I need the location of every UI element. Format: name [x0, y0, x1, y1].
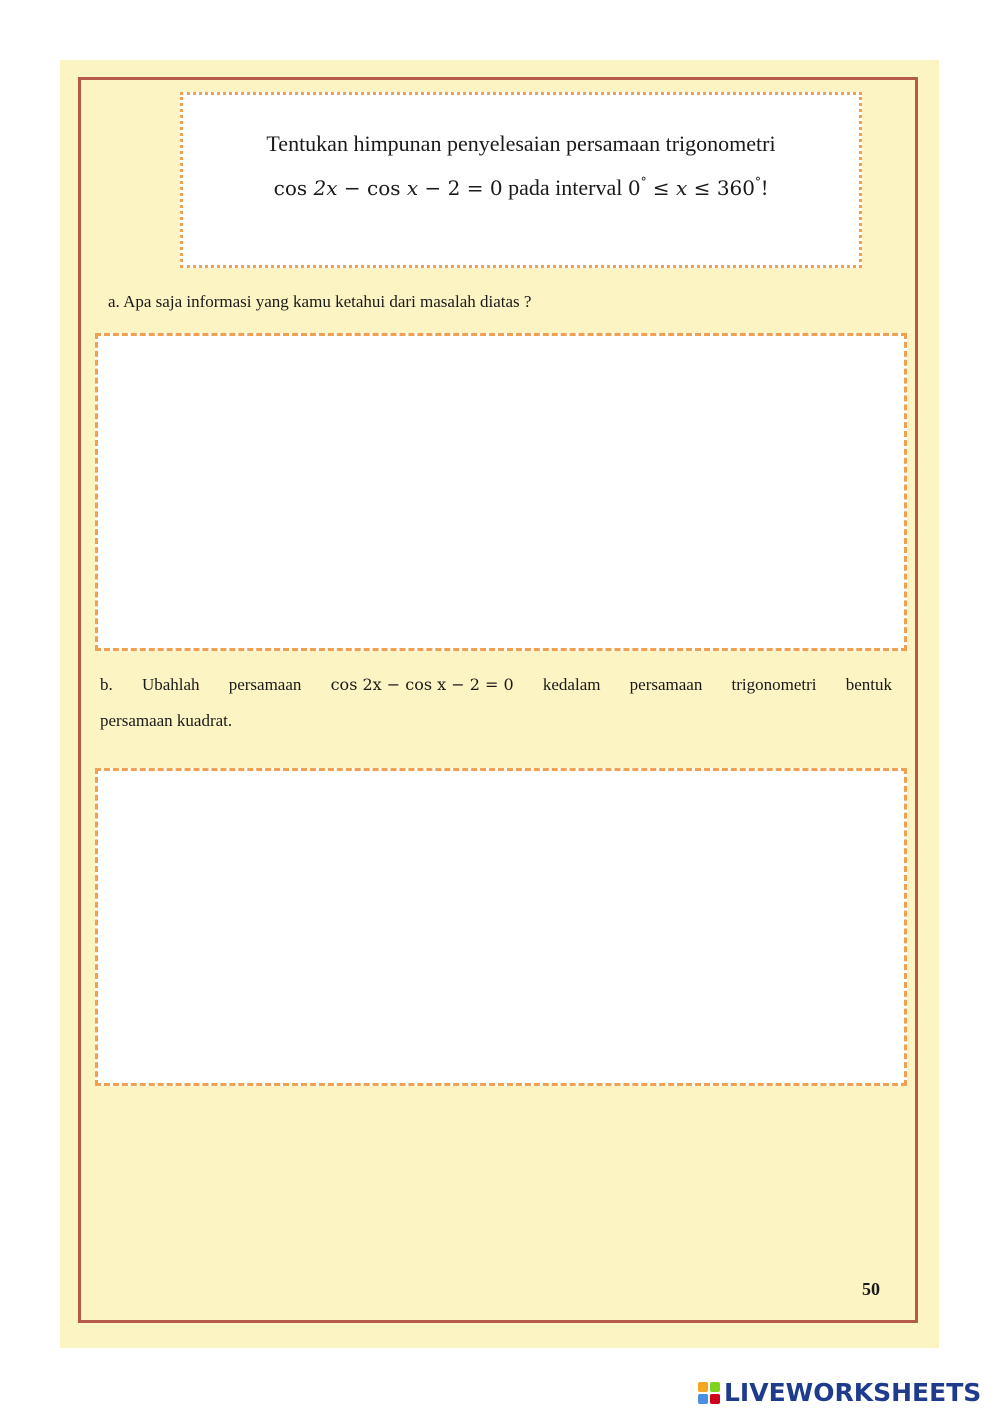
interval-text: pada interval	[508, 175, 623, 200]
problem-statement: Tentukan himpunan penyelesaian persamaan trigonometri	[266, 131, 776, 156]
equation: cos 2x − cos x − 2 = 0	[273, 176, 503, 200]
liveworksheets-watermark	[698, 1378, 981, 1407]
question-b-line2: persamaan kuadrat.	[100, 711, 233, 730]
question-a: a. Apa saja informasi yang kamu ketahui dari masalah diatas ?	[108, 292, 532, 311]
liveworksheets-logo-icon	[698, 1382, 720, 1404]
answer-box-b[interactable]	[95, 768, 907, 1086]
question-b-line1: b. Ubahlah persamaan cos 2x − cos x − 2 = 0 kedalam persamaan trigonometri bentuk	[100, 667, 892, 703]
watermark-text: LIVEWORKSHEETS	[724, 1378, 982, 1407]
interval-expression: 0° ≤ x ≤ 360°	[627, 175, 761, 200]
page-number: 50	[862, 1279, 880, 1299]
answer-box-a[interactable]	[95, 333, 907, 651]
problem-equation-line: cos 2x − cos x − 2 = 0 pada interval 0° ≤ x ≤ 360°!	[273, 175, 769, 200]
question-b	[100, 667, 892, 739]
problem-box	[180, 92, 862, 268]
question-b-equation: cos 2x − cos x − 2 = 0	[330, 675, 514, 694]
